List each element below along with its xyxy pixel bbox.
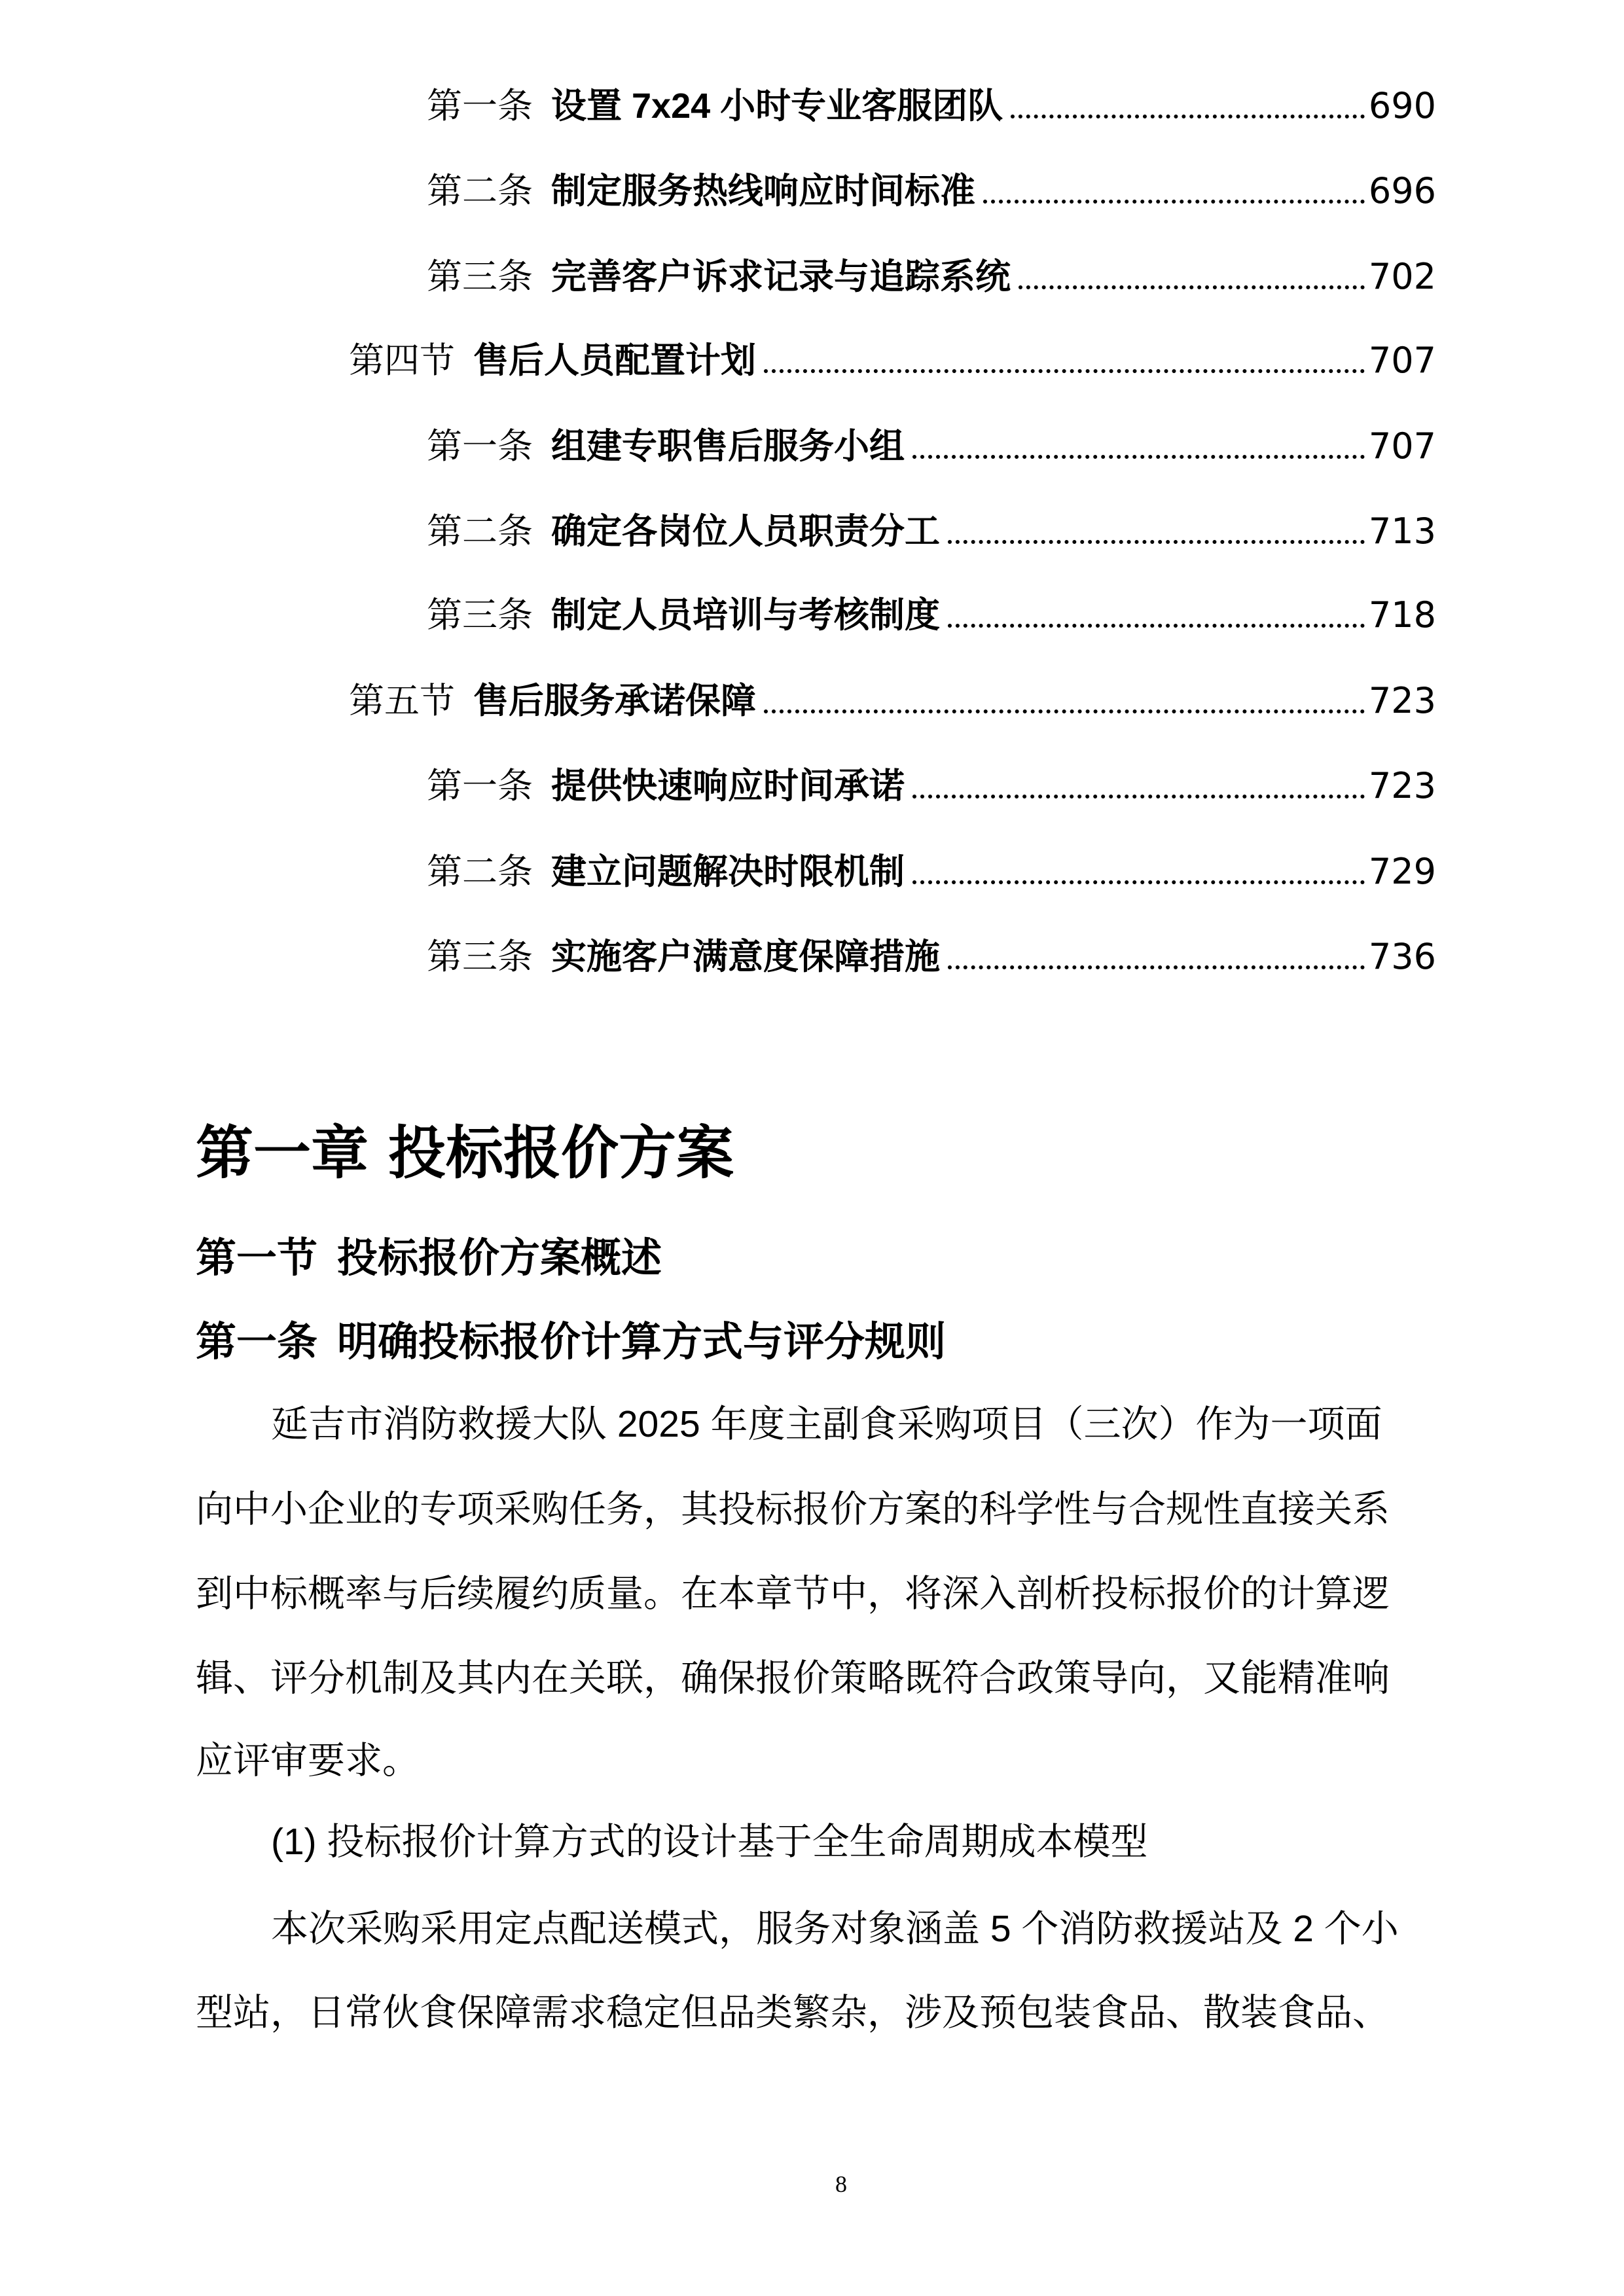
- toc-dot-leader: [948, 540, 1365, 544]
- section-prefix: 第一节: [196, 1236, 318, 1281]
- toc-entry-title: 设置 7x24 小时专业客服团队: [551, 86, 1003, 126]
- toc-dot-leader: [1011, 115, 1365, 118]
- toc-entry-prefix: 第二条: [427, 171, 533, 211]
- toc-entry-title: 提供快速响应时间承诺: [551, 766, 905, 806]
- toc-entry-prefix: 第一条: [427, 766, 533, 806]
- toc-entry-prefix: 第二条: [427, 852, 533, 891]
- toc-dot-leader: [1019, 285, 1365, 289]
- toc-entry-prefix: 第三条: [427, 937, 533, 977]
- toc-entry-prefix: 第一条: [427, 86, 533, 126]
- toc-dot-leader: [948, 965, 1365, 969]
- toc-entry-page: 723: [1368, 680, 1436, 721]
- toc-entry-title: 确定各岗位人员职责分工: [551, 512, 940, 551]
- toc-dot-leader: [948, 624, 1365, 628]
- toc-dot-leader: [983, 200, 1365, 204]
- body-paragraph-line: 辑、评分机制及其内在关联，确保报价策略既符合政策导向，又能精准响: [196, 1657, 1390, 1699]
- chapter-prefix: 第一章: [196, 1121, 369, 1185]
- toc-entry[interactable]: [427, 509, 1436, 554]
- article-prefix: 第一条: [196, 1319, 318, 1365]
- toc-entry-title: 制定服务热线响应时间标准: [551, 171, 975, 211]
- toc-entry[interactable]: [427, 254, 1436, 300]
- toc-entry-page: 707: [1368, 340, 1436, 381]
- subheading-line: (1) 投标报价计算方式的设计基于全生命周期成本模型: [271, 1821, 1148, 1863]
- toc-entry-prefix: 第五节: [349, 681, 455, 721]
- body-paragraph-line: 应评审要求。: [196, 1740, 420, 1782]
- body-paragraph-line: 型站，日常伙食保障需求稳定但品类繁杂，涉及预包装食品、散装食品、: [196, 1992, 1390, 2034]
- toc-dot-leader: [764, 369, 1365, 373]
- body-paragraph-line: 本次采购采用定点配送模式，服务对象涵盖 5 个消防救援站及 2 个小: [271, 1908, 1399, 1950]
- chapter-title: 投标报价方案: [388, 1121, 734, 1185]
- toc-entry-prefix: 第一条: [427, 427, 533, 466]
- toc-entry-page: 702: [1368, 256, 1436, 297]
- toc-dot-leader: [912, 455, 1365, 459]
- toc-entry-page: 707: [1368, 425, 1436, 467]
- toc-entry[interactable]: [427, 592, 1436, 638]
- body-paragraph-line: 延吉市消防救援大队 2025 年度主副食采购项目（三次）作为一项面: [271, 1403, 1382, 1445]
- article-title: 明确投标报价计算方式与评分规则: [337, 1319, 947, 1365]
- toc-entry-title: 建立问题解决时限机制: [551, 852, 905, 891]
- toc-entry[interactable]: [427, 763, 1436, 809]
- toc-entry-title: 组建专职售后服务小组: [551, 427, 905, 466]
- article-heading: [196, 1309, 946, 1367]
- toc-entry-page: 718: [1368, 594, 1436, 636]
- chapter-heading: [196, 1107, 734, 1190]
- toc-dot-leader: [764, 709, 1365, 713]
- toc-entry-page: 690: [1368, 85, 1436, 126]
- body-paragraph-line: 到中标概率与后续履约质量。在本章节中，将深入剖析投标报价的计算逻: [196, 1573, 1390, 1615]
- toc-entry-page: 723: [1368, 765, 1436, 806]
- toc-entry-page: 696: [1368, 170, 1436, 211]
- section-heading: [196, 1225, 662, 1283]
- toc-dot-leader: [912, 880, 1365, 884]
- toc-entry[interactable]: [427, 934, 1436, 980]
- toc-entry[interactable]: [349, 338, 1436, 384]
- toc-entry-prefix: 第二条: [427, 512, 533, 551]
- toc-entry-page: 729: [1368, 851, 1436, 892]
- toc-entry-title: 实施客户满意度保障措施: [551, 937, 940, 977]
- body-paragraph-line: 向中小企业的专项采购任务，其投标报价方案的科学性与合规性直接关系: [196, 1488, 1390, 1530]
- toc-dot-leader: [912, 795, 1365, 798]
- toc-entry[interactable]: [427, 83, 1436, 129]
- toc-entry[interactable]: [427, 423, 1436, 469]
- page-number: 8: [835, 2171, 847, 2197]
- section-title: 投标报价方案概述: [337, 1236, 662, 1281]
- toc-entry-page: 713: [1368, 511, 1436, 552]
- toc-entry-title: 完善客户诉求记录与追踪系统: [551, 257, 1011, 296]
- toc-entry[interactable]: [427, 849, 1436, 895]
- toc-entry[interactable]: [349, 678, 1436, 724]
- toc-entry-title: 制定人员培训与考核制度: [551, 596, 940, 635]
- toc-entry-prefix: 第三条: [427, 596, 533, 635]
- toc-entry-prefix: 第三条: [427, 257, 533, 296]
- toc-entry-title: 售后人员配置计划: [473, 341, 756, 380]
- toc-entry-title: 售后服务承诺保障: [473, 681, 756, 721]
- toc-entry-page: 736: [1368, 936, 1436, 977]
- toc-entry-prefix: 第四节: [349, 341, 455, 380]
- toc-entry[interactable]: [427, 168, 1436, 214]
